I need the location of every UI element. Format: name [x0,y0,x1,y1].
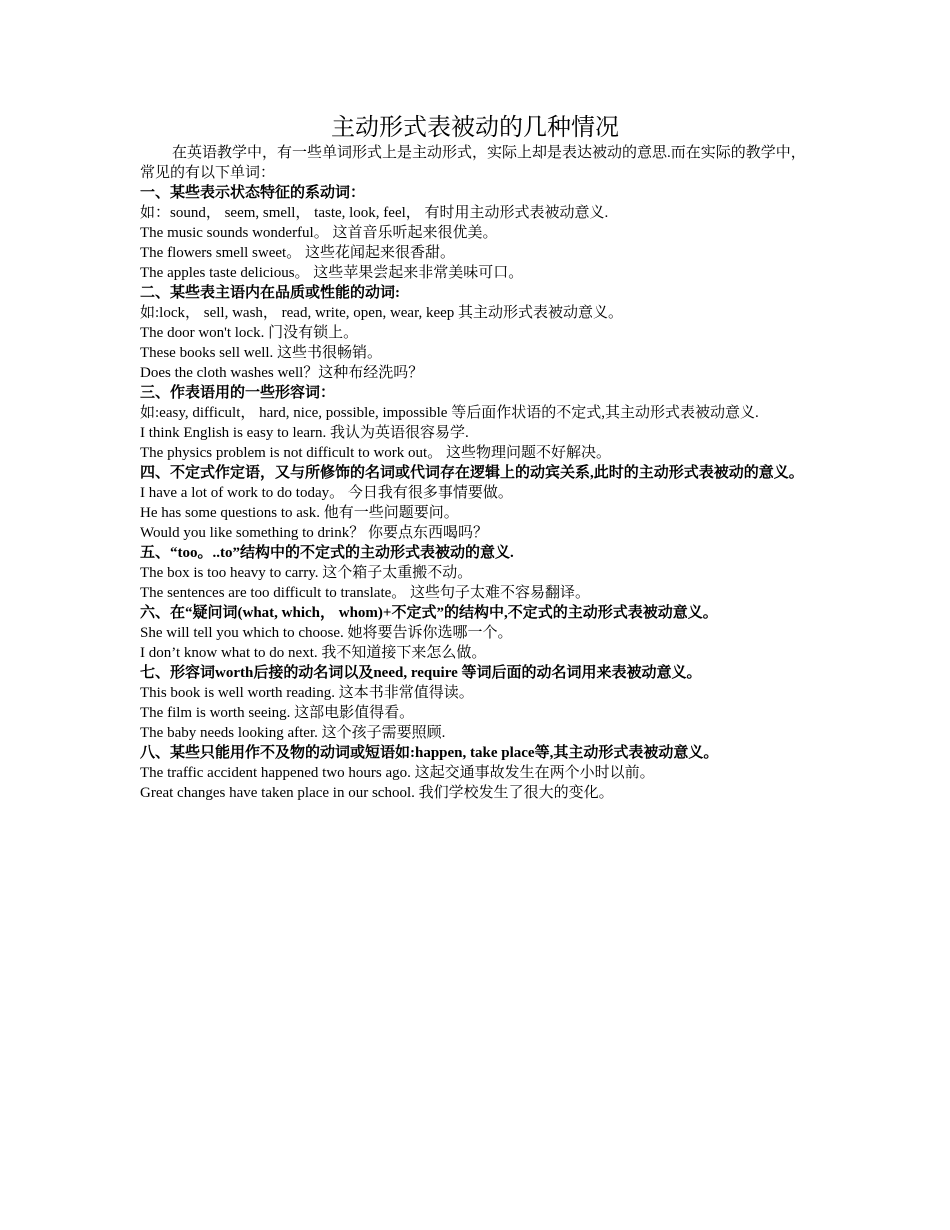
example-line: Does the cloth washes well？这种布经洗吗？ [140,365,424,381]
example-line: He has some questions to ask. 他有一些问题要问。 [140,505,459,521]
example-line: This book is well worth reading. 这本书非常值得读。 [140,685,474,701]
example-line: The film is worth seeing. 这部电影值得看。 [140,705,415,721]
example-line: Great changes have taken place in our school. 我们学校发生了很大的变化。 [140,785,614,801]
section-2 [140,283,810,383]
example-line: The box is too heavy to carry. 这个箱子太重搬不动。 [140,565,473,581]
example-line: I don’t know what to do next. 我不知道接下来怎么做。 [140,645,487,661]
example-line: The baby needs looking after. 这个孩子需要照顾. [140,725,446,741]
example-line: She will tell you which to choose. 她将要告诉你选哪一个。 [140,625,513,641]
section-heading: 二、某些表主语内在品质或性能的动词: [140,285,400,301]
example-line: These books sell well. 这些书很畅销。 [140,345,383,361]
section-heading: 五、“too。..to”结构中的不定式的主动形式表被动的意义. [140,545,514,561]
section-5 [140,543,810,603]
example-line: The apples taste delicious。 这些苹果尝起来非常美味可口。 [140,265,524,281]
section-heading: 一、某些表示状态特征的系动词： [140,185,366,201]
example-line: 如:easy, difficult， hard, nice, possible, impossible 等后面作状语的不定式,其主动形式表被动意义. [140,405,759,421]
section-1 [140,183,810,283]
section-6 [140,603,810,663]
example-line: The traffic accident happened two hours ago. 这起交通事故发生在两个小时以前。 [140,765,655,781]
section-heading: 三、作表语用的一些形容词： [140,385,336,401]
example-line: The physics problem is not difficult to work out。 这些物理问题不好解决。 [140,445,611,461]
example-line: The door won't lock. 门没有锁上。 [140,325,359,341]
section-4 [140,463,810,543]
section-heading: 四、不定式作定语，又与所修饰的名词或代词存在逻辑上的动宾关系,此时的主动形式表被动的意义。 [140,465,804,481]
example-line: The flowers smell sweet。 这些花闻起来很香甜。 [140,245,455,261]
section-8 [140,743,810,803]
document-body [140,113,810,803]
example-line: The sentences are too difficult to translate。 这些句子太难不容易翻译。 [140,585,591,601]
section-7 [140,663,810,743]
section-heading: 六、在“疑问词(what, which， whom)+不定式”的结构中,不定式的主动形式表被动意义。 [140,605,718,621]
example-line: 如：sound， seem, smell， taste, look, feel， 有时用主动形式表被动意义. [140,205,609,221]
example-line: 如:lock， sell, wash， read, write, open, wear, keep 其主动形式表被动意义。 [140,305,624,321]
example-line: Would you like something to drink？ 你要点东西喝吗？ [140,525,488,541]
example-line: The music sounds wonderful。 这首音乐听起来很优美。 [140,225,498,241]
example-line: I have a lot of work to do today。 今日我有很多事情要做。 [140,485,513,501]
section-3 [140,383,810,463]
document-title: 主动形式表被动的几种情况 [331,115,619,141]
intro-paragraph: 在英语教学中，有一些单词形式上是主动形式，实际上却是表达被动的意思.而在实际的教学中，常见的有以下单词： [140,145,806,181]
section-heading: 八、某些只能用作不及物的动词或短语如:happen, take place等,其主动形式表被动意义。 [140,745,719,761]
section-heading: 七、形容词worth后接的动名词以及need, require 等词后面的动名词用来表被动意义。 [140,665,702,681]
example-line: I think English is easy to learn. 我认为英语很容易学. [140,425,469,441]
